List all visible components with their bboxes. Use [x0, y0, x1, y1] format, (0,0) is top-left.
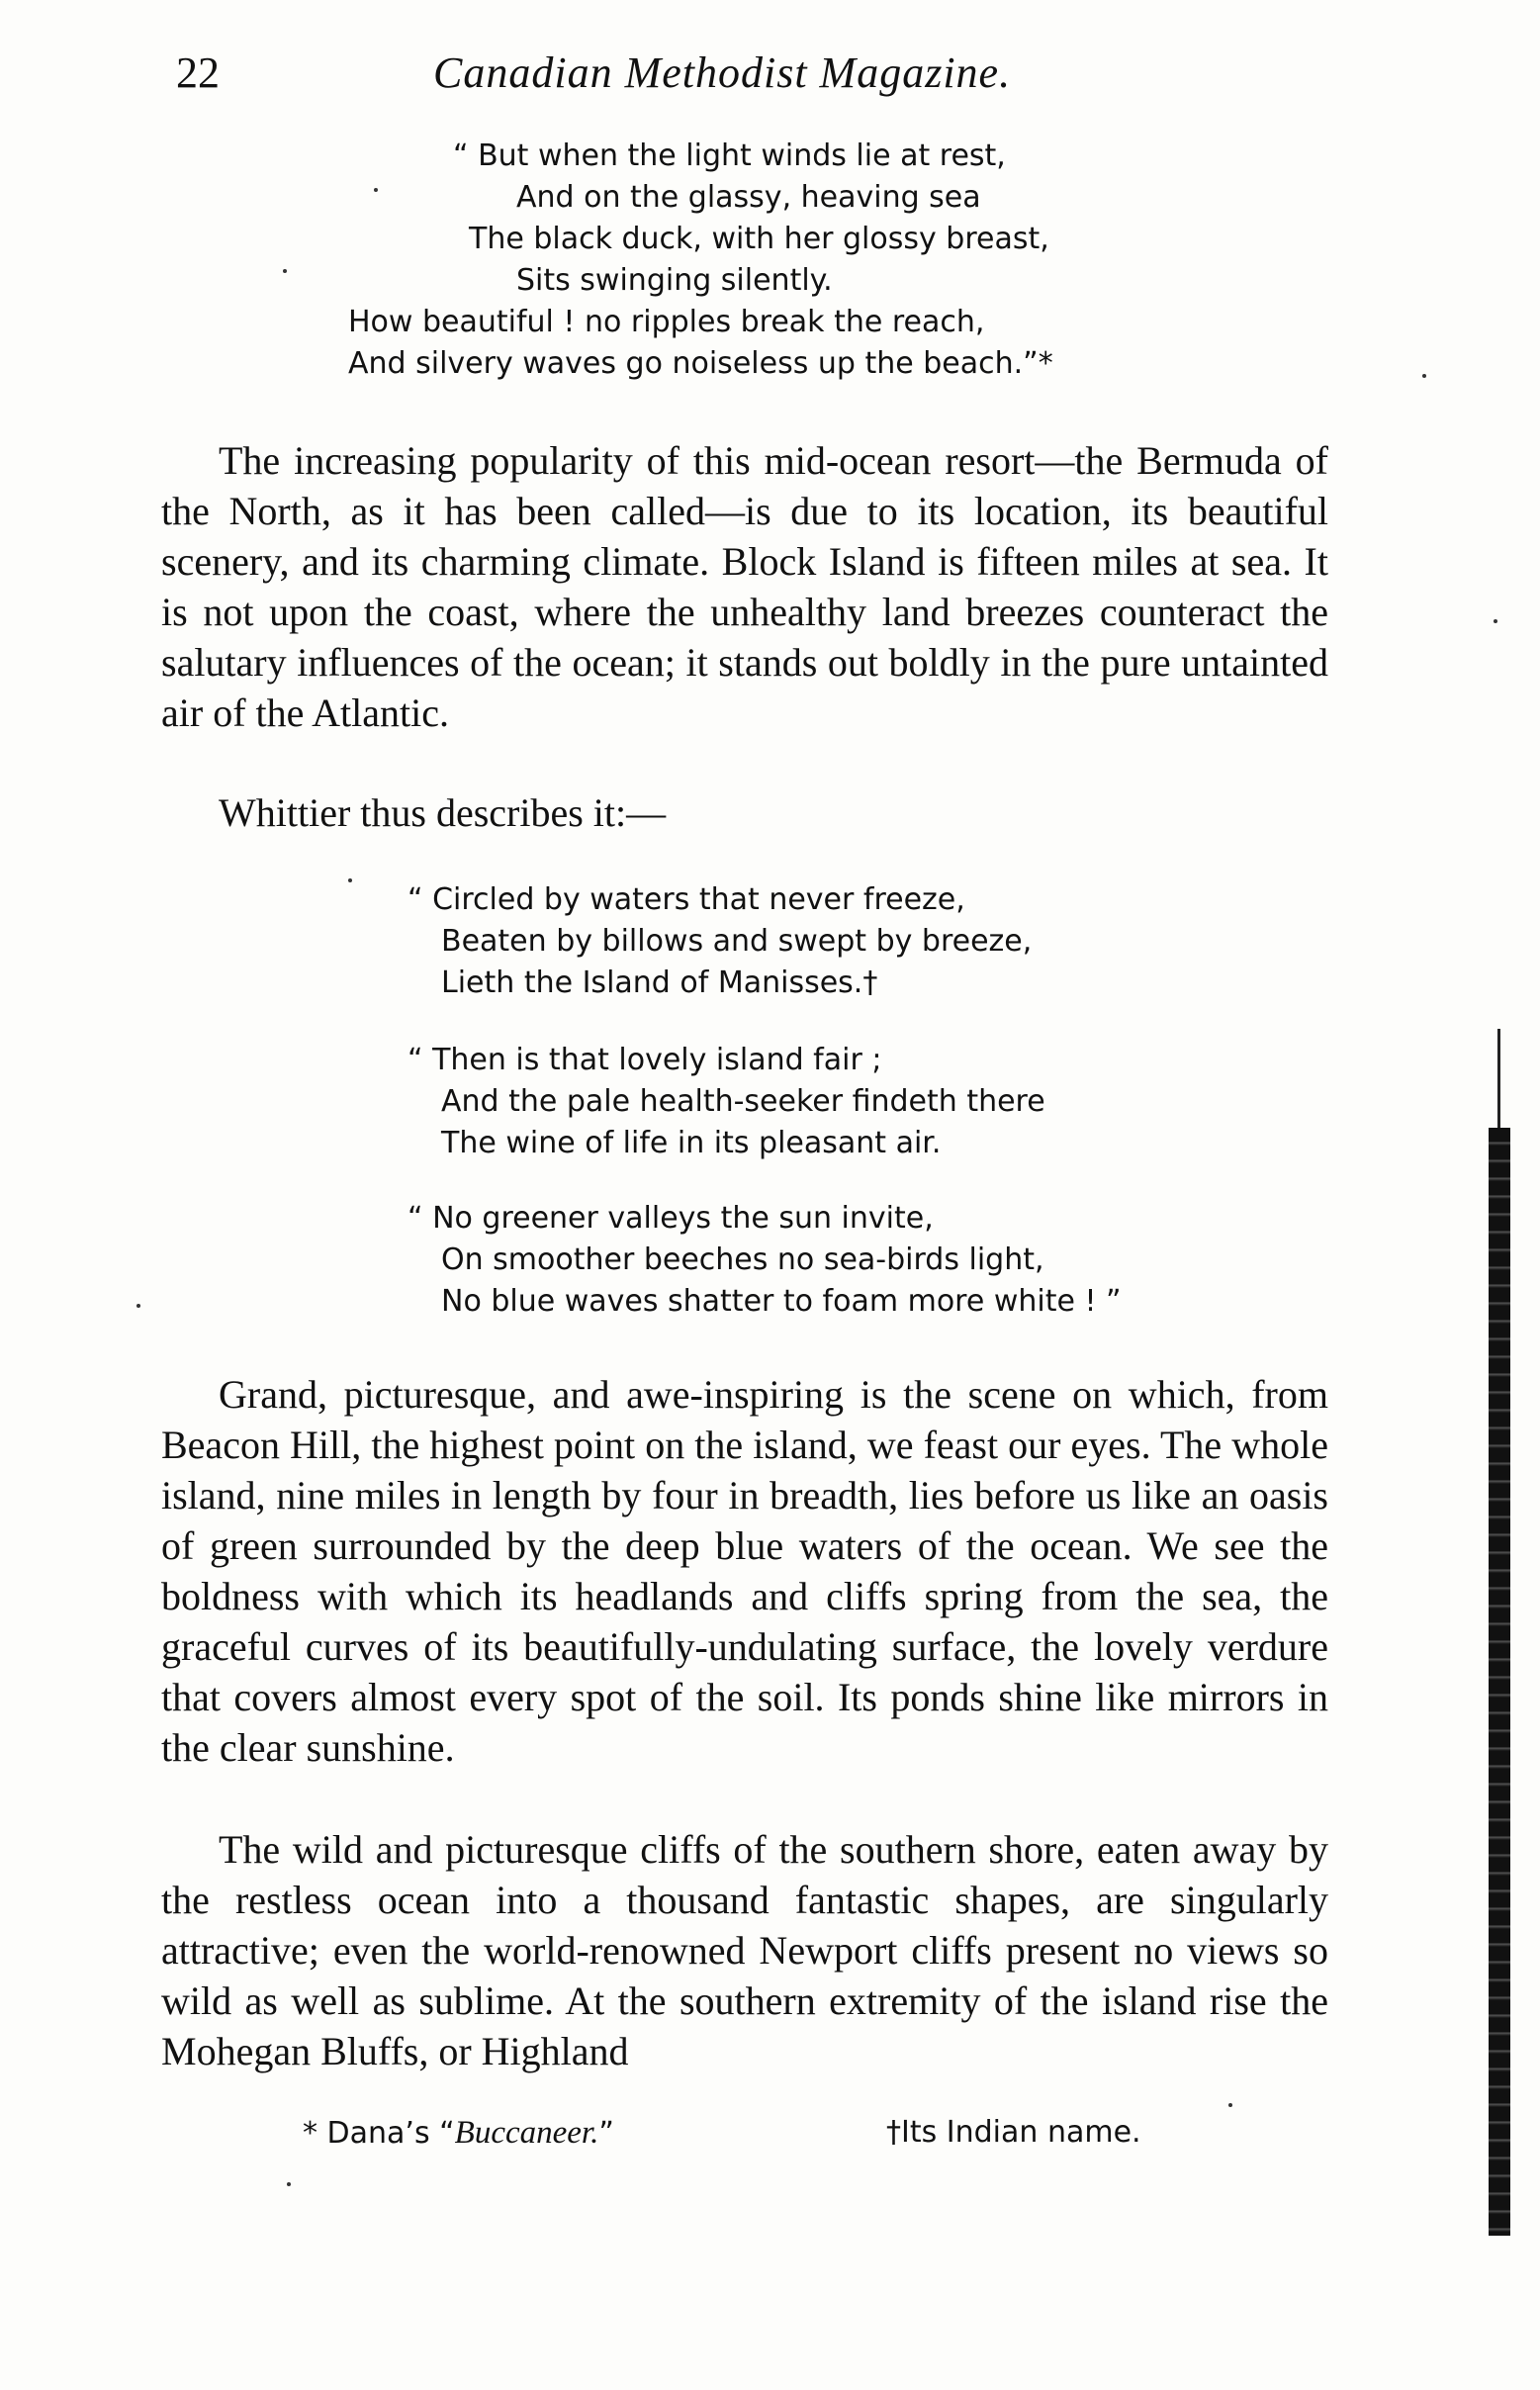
paragraph-text: Whittier thus describes it:—: [219, 790, 667, 835]
poem-line: On smoother beeches no sea-birds light,: [441, 1242, 1044, 1277]
speck: [1422, 374, 1426, 378]
paragraph-text: The wild and picturesque cliffs of the southern shore, eaten away by the restless ocean into a thousand fantastic shapes, are singularly attractive; even the world-renowned Newport cliffs present no views so wild as well as sublime. At the southern extremity of the island rise the Mohegan Bluffs, or Highland: [161, 1827, 1328, 2073]
paragraph-text: The increasing popularity of this mid-ocean resort—the Bermuda of the North, as it has been called—is due to its location, its beautiful scenery, and its charming climate. Block Island is fifteen miles at sea. It is not upon the coast, where the unhealthy land breezes counteract the salutary influences of the ocean; it stands out boldly in the pure untainted air of the Atlantic.: [161, 438, 1328, 735]
paragraph-text: Grand, picturesque, and awe-inspiring is the scene on which, from Beacon Hill, the highest point on the island, we feast our eyes. The whole island, nine miles in length by four in breadth, lies before us like an oasis of green surrounded by the deep blue waters of the ocean. We see the boldness with which its headlands and cliffs spring from the sea, the graceful curves of its beautifully-undulating surface, the lovely verdure that covers almost every spot of the soil. Its ponds shine like mirrors in the clear sunshine.: [161, 1372, 1328, 1770]
paragraph-whittier-intro: [161, 787, 1328, 838]
poem-line: The black duck, with her glossy breast,: [469, 222, 1049, 256]
speck: [287, 2182, 291, 2186]
poem-line: The wine of life in its pleasant air.: [441, 1126, 942, 1160]
binding-edge: [1489, 1128, 1510, 2236]
paragraph-resort: [161, 435, 1328, 738]
speck: [348, 878, 352, 882]
speck: [283, 269, 287, 273]
footnote-close: ”: [598, 2116, 614, 2151]
speck: [1494, 619, 1497, 623]
footnote-mark: * Dana’s “: [303, 2116, 455, 2151]
poem-line: “ But when the light winds lie at rest,: [453, 138, 1006, 173]
speck: [136, 1304, 140, 1308]
speck: [1228, 2103, 1232, 2107]
poem-line: “ Circled by waters that never freeze,: [408, 882, 965, 917]
poem-line: How beautiful ! no ripples break the reach,: [348, 305, 985, 339]
speck: [374, 188, 378, 192]
running-title: Canadian Methodist Magazine.: [433, 48, 1012, 97]
poem-line: And on the glassy, heaving sea: [516, 180, 981, 215]
poem-line: And the pale health-seeker findeth there: [441, 1084, 1045, 1119]
poem-line: “ Then is that lovely island fair ;: [408, 1043, 882, 1077]
poem-line: And silvery waves go noiseless up the beach.”*: [348, 346, 1053, 381]
footnote-dana: [303, 2115, 614, 2152]
poem-line: Beaten by billows and swept by breeze,: [441, 924, 1033, 959]
poem-line: Lieth the Island of Manisses.†: [441, 965, 878, 1000]
footnote-title: Buccaneer.: [454, 2115, 599, 2151]
page-number: 22: [176, 48, 220, 97]
page-header: [176, 47, 1343, 107]
poem-line: Sits swinging silently.: [516, 263, 833, 298]
paragraph-cliffs: [161, 1824, 1328, 2076]
paragraph-beacon-hill: [161, 1369, 1328, 1773]
footnote-indian-name: †Its Indian name.: [886, 2115, 1141, 2150]
poem-line: No blue waves shatter to foam more white ! ”: [441, 1284, 1122, 1319]
poem-line: “ No greener valleys the sun invite,: [408, 1201, 934, 1236]
